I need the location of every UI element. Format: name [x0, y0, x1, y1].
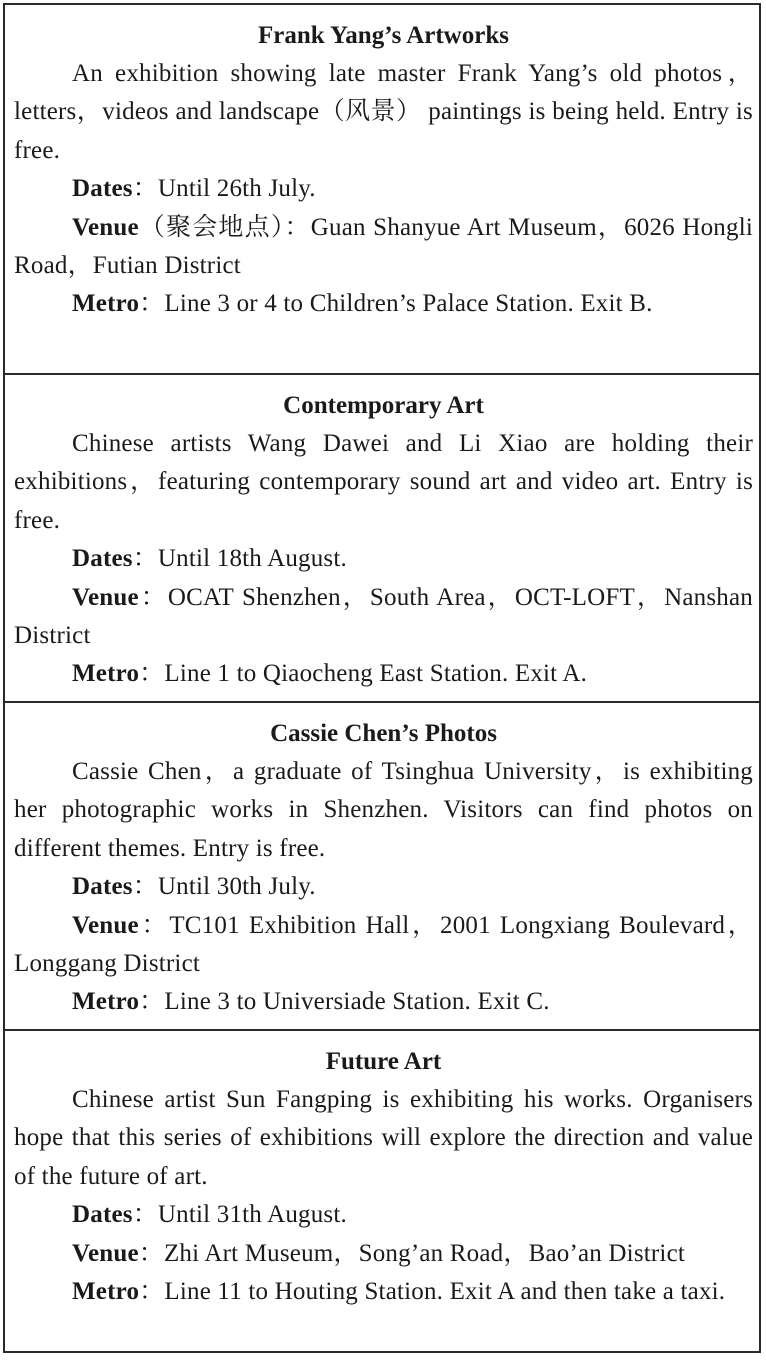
venue-line	[14, 1235, 753, 1273]
exhibition-description: An exhibition showing late master Frank Yang’s old photos，letters，videos and landscape（风景） paintings is being held. Entry is free.	[14, 60, 753, 164]
exhibition-title: Future Art	[325, 1048, 442, 1075]
exhibition-description: Chinese artist Sun Fangping is exhibiting his works. Organisers hope that this series of exhibitions will explore the direction and value of the future of art.	[14, 1086, 753, 1190]
metro-label: Metro	[72, 290, 140, 318]
metro-value: ：Line 3 to Universiade Station. Exit C.	[139, 988, 550, 1016]
dates-value: ：Until 31th August.	[132, 1201, 347, 1229]
dates-value: ：Until 26th July.	[132, 175, 316, 203]
venue-line	[14, 209, 753, 286]
metro-value: ：Line 1 to Qiaocheng East Station. Exit A.	[139, 660, 588, 688]
dates-line	[14, 1196, 753, 1234]
exhibition-title: Cassie Chen’s Photos	[270, 720, 497, 747]
metro-line	[14, 983, 753, 1021]
venue-line	[14, 907, 753, 984]
venue-value: ：Zhi Art Museum，Song’an Road，Bao’an District	[138, 1239, 686, 1267]
venue-label: Venue	[72, 1239, 139, 1267]
metro-label: Metro	[72, 660, 140, 688]
metro-value: ：Line 11 to Houting Station. Exit A and then take a taxi.	[139, 1278, 726, 1306]
dates-value: ：Until 30th July.	[132, 873, 316, 901]
venue-value: （聚会地点）：Guan Shanyue Art Museum，6026 Hongli Road，Futian District	[14, 213, 753, 280]
metro-label: Metro	[72, 1278, 140, 1306]
dates-label: Dates	[72, 545, 133, 573]
exhibition-cassie-chen	[5, 703, 759, 1031]
exhibition-title: Frank Yang’s Artworks	[258, 22, 509, 49]
exhibition-contemporary-art	[5, 375, 759, 703]
exhibition-description: Cassie Chen，a graduate of Tsinghua University，is exhibiting her photographic works in Shenzhen. Visitors can find photos on different themes. Entry is free.	[14, 758, 753, 862]
dates-line	[14, 540, 753, 578]
venue-value: ：OCAT Shenzhen，South Area，OCT-LOFT，Nanshan District	[14, 583, 753, 650]
metro-line	[14, 1273, 753, 1311]
exhibition-listing	[3, 3, 761, 1353]
dates-label: Dates	[72, 1201, 133, 1229]
exhibition-frank-yang	[5, 5, 759, 375]
venue-label: Venue	[72, 911, 139, 939]
dates-label: Dates	[72, 873, 133, 901]
dates-label: Dates	[72, 175, 133, 203]
venue-label: Venue	[72, 583, 139, 611]
metro-line	[14, 655, 753, 693]
venue-value: ：TC101 Exhibition Hall，2001 Longxiang Boulevard，Longgang District	[14, 911, 753, 978]
metro-value: ：Line 3 or 4 to Children’s Palace Station. Exit B.	[139, 290, 653, 318]
exhibition-description: Chinese artists Wang Dawei and Li Xiao are holding their exhibitions，featuring contemporary sound art and video art. Entry is free.	[14, 430, 753, 534]
venue-label: Venue	[72, 213, 139, 241]
metro-line	[14, 285, 753, 323]
metro-label: Metro	[72, 988, 140, 1016]
venue-line	[14, 579, 753, 656]
dates-line	[14, 170, 753, 208]
dates-line	[14, 868, 753, 906]
dates-value: ：Until 18th August.	[132, 545, 347, 573]
exhibition-future-art	[5, 1031, 759, 1351]
exhibition-title: Contemporary Art	[283, 392, 484, 419]
